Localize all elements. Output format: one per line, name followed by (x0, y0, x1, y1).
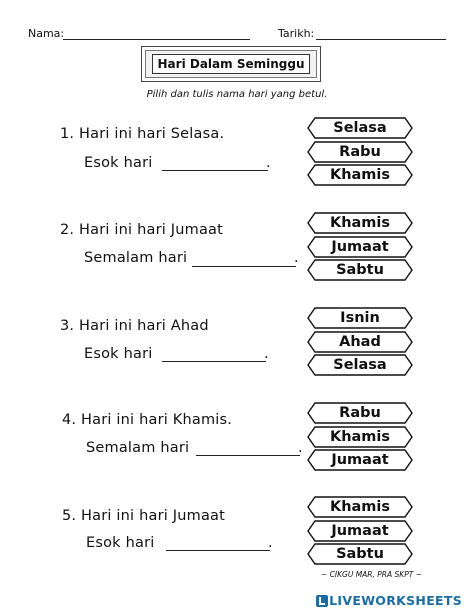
option-label: Isnin (340, 310, 380, 326)
question-2-line1: 2. Hari ini hari Jumaat (60, 222, 224, 238)
question-1-option-3[interactable] (307, 164, 413, 186)
question-5-line2: Esok hari (86, 535, 155, 551)
question-3-period: . (264, 346, 269, 362)
question-2-answer-blank[interactable] (192, 266, 296, 267)
option-label: Jumaat (331, 522, 389, 539)
question-5-option-1[interactable] (307, 496, 413, 518)
question-5-option-3[interactable] (307, 543, 413, 565)
liveworksheets-brand: LIVEWORKSHEETS (329, 593, 462, 608)
question-4-line1: 4. Hari ini hari Khamis. (62, 412, 233, 428)
option-label: Khamis (329, 428, 391, 445)
question-3-option-1[interactable] (307, 307, 413, 329)
question-3-line2: Esok hari (84, 346, 153, 362)
option-label: Sabtu (336, 262, 384, 278)
question-1-option-2[interactable] (307, 141, 413, 163)
question-5-answer-blank[interactable] (166, 550, 270, 551)
question-1-period: . (266, 155, 271, 171)
page-title: Hari Dalam Seminggu (152, 54, 310, 74)
name-label: Nama: (28, 27, 65, 40)
option-label: Jumaat (331, 238, 389, 255)
question-4-option-3[interactable] (307, 449, 413, 471)
question-5-line1: 5. Hari ini hari Jumaat (62, 508, 226, 524)
question-2-option-1[interactable] (307, 212, 413, 234)
question-5-option-2[interactable] (307, 520, 413, 542)
date-label: Tarikh: (278, 27, 315, 40)
question-1-option-1[interactable] (307, 117, 413, 139)
name-field[interactable] (63, 39, 250, 40)
option-label: Khamis (329, 167, 391, 183)
option-label: Sabtu (336, 546, 384, 562)
question-4-option-1[interactable] (307, 402, 413, 424)
option-label: Khamis (329, 499, 391, 515)
liveworksheets-logo-icon (315, 593, 329, 607)
question-3-line1: 3. Hari ini hari Ahad (60, 318, 209, 334)
question-3-option-2[interactable] (307, 331, 413, 353)
option-label: Khamis (329, 215, 391, 231)
question-4-option-2[interactable] (307, 426, 413, 448)
question-5-period: . (268, 535, 273, 551)
option-label: Rabu (339, 143, 381, 160)
option-label: Rabu (339, 405, 381, 421)
question-4-line2: Semalam hari (86, 440, 190, 456)
question-2-option-2[interactable] (307, 236, 413, 258)
instruction-text: Pilih dan tulis nama hari yang betul. (146, 89, 328, 100)
question-4-period: . (298, 440, 303, 456)
question-2-line2: Semalam hari (84, 250, 188, 266)
question-1-line1: 1. Hari ini hari Selasa. (60, 126, 225, 142)
question-1-line2: Esok hari (84, 155, 153, 171)
question-1-answer-blank[interactable] (162, 170, 268, 171)
option-label: Selasa (333, 357, 387, 373)
option-label: Ahad (339, 333, 381, 350)
credit-text: ~ CIKGU MAR, PRA SKPT ~ (320, 570, 422, 579)
option-label: Selasa (333, 120, 387, 136)
question-4-answer-blank[interactable] (196, 455, 300, 456)
question-3-option-3[interactable] (307, 354, 413, 376)
question-3-answer-blank[interactable] (162, 361, 266, 362)
question-2-period: . (294, 250, 299, 266)
date-field[interactable] (316, 39, 446, 40)
option-label: Jumaat (331, 452, 389, 468)
question-2-option-3[interactable] (307, 259, 413, 281)
